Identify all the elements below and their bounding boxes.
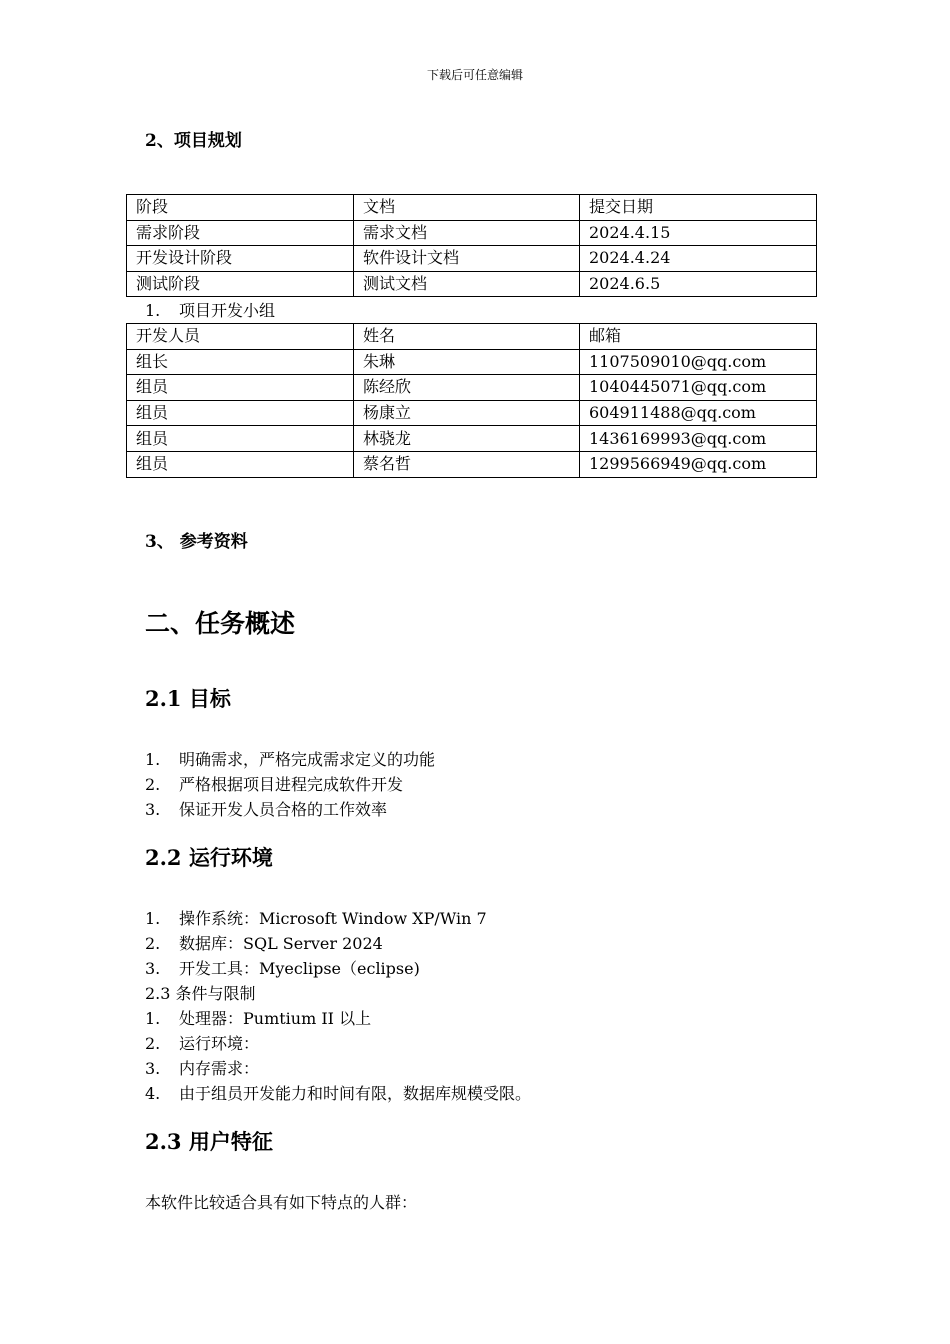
- table-header-cell: 提交日期: [580, 195, 817, 221]
- table-cell: 组员: [127, 400, 354, 426]
- schedule-table: [126, 194, 817, 297]
- environment-list: [145, 906, 487, 981]
- page-header-note: 下载后可任意编辑: [426, 68, 523, 82]
- list-text: 运行环境：: [179, 1034, 260, 1053]
- table-cell: 需求文档: [354, 220, 580, 246]
- caption-text: 项目开发小组: [179, 301, 276, 320]
- list-number: 3.: [145, 959, 161, 978]
- user-characteristics-intro: 本软件比较适合具有如下特点的人群：: [145, 1193, 418, 1212]
- list-text: 明确需求，严格完成需求定义的功能: [179, 750, 436, 769]
- table-cell: 朱琳: [354, 349, 580, 375]
- list-item: [145, 1081, 531, 1106]
- table-cell: 2024.6.5: [580, 271, 817, 297]
- table-header-cell: 阶段: [127, 195, 354, 221]
- table-row: [127, 400, 817, 426]
- table-cell: 开发设计阶段: [127, 246, 354, 272]
- list-number: 3.: [145, 800, 161, 819]
- team-table: [126, 323, 817, 478]
- list-text: 由于组员开发能力和时间有限，数据库规模受限。: [179, 1084, 532, 1103]
- list-number: 1.: [145, 1009, 161, 1028]
- constraints-heading: 2.3 条件与限制: [145, 984, 256, 1003]
- table-row: [127, 375, 817, 401]
- section-heading-project-plan: 2、项目规划: [145, 131, 242, 151]
- email-cell: 1299566949@qq.com: [580, 451, 817, 477]
- table-cell: 蔡名哲: [354, 451, 580, 477]
- subsection-heading-goals: 2.1 目标: [145, 686, 231, 711]
- list-text: 操作系统：Microsoft Window XP/Win 7: [179, 909, 487, 928]
- list-number: 2.: [145, 775, 161, 794]
- subsection-heading-environment: 2.2 运行环境: [145, 845, 273, 870]
- email-cell: 1040445071@qq.com: [580, 375, 817, 401]
- list-item: [145, 956, 487, 981]
- table-row: [127, 246, 817, 272]
- list-number: 1.: [145, 301, 161, 320]
- list-item: [145, 931, 487, 956]
- table-cell: 2024.4.15: [580, 220, 817, 246]
- section-heading-references: 3、 参考资料: [145, 532, 248, 552]
- table-header-cell: 姓名: [354, 324, 580, 350]
- list-item: [145, 1006, 531, 1031]
- table-cell: 组员: [127, 451, 354, 477]
- table-row: [127, 426, 817, 452]
- list-number: 1.: [145, 909, 161, 928]
- table-cell: 需求阶段: [127, 220, 354, 246]
- table-header-cell: 文档: [354, 195, 580, 221]
- chapter-heading-task-overview: 二、任务概述: [145, 609, 296, 638]
- table-cell: 软件设计文档: [354, 246, 580, 272]
- table-cell: 杨康立: [354, 400, 580, 426]
- list-item: [145, 772, 435, 797]
- table-header-row: [127, 195, 817, 221]
- constraints-list: [145, 1006, 531, 1106]
- table-cell: 测试阶段: [127, 271, 354, 297]
- list-number: 1.: [145, 750, 161, 769]
- email-cell: 1436169993@qq.com: [580, 426, 817, 452]
- email-cell: 604911488@qq.com: [580, 400, 817, 426]
- list-number: 3.: [145, 1059, 161, 1078]
- list-item: [145, 1056, 531, 1081]
- list-text: 处理器：Pumtium II 以上: [179, 1009, 372, 1028]
- table-row: [127, 271, 817, 297]
- list-item: [145, 1031, 531, 1056]
- list-number: 2.: [145, 1034, 161, 1053]
- table-header-cell: 邮箱: [580, 324, 817, 350]
- table-cell: 2024.4.24: [580, 246, 817, 272]
- list-text: 数据库：SQL Server 2024: [179, 934, 383, 953]
- list-item: [145, 906, 487, 931]
- list-text: 保证开发人员合格的工作效率: [179, 800, 388, 819]
- table-cell: 组员: [127, 426, 354, 452]
- list-number: 4.: [145, 1084, 161, 1103]
- table-row: [127, 451, 817, 477]
- list-text: 内存需求：: [179, 1059, 260, 1078]
- list-item: [145, 747, 435, 772]
- team-table-caption: [145, 298, 275, 323]
- table-cell: 组员: [127, 375, 354, 401]
- table-header-row: [127, 324, 817, 350]
- subsection-heading-user-characteristics: 2.3 用户特征: [145, 1129, 273, 1154]
- table-row: [127, 220, 817, 246]
- table-cell: 林骁龙: [354, 426, 580, 452]
- table-row: [127, 349, 817, 375]
- email-cell: 1107509010@qq.com: [580, 349, 817, 375]
- list-item: [145, 797, 435, 822]
- table-cell: 组长: [127, 349, 354, 375]
- list-text: 严格根据项目进程完成软件开发: [179, 775, 404, 794]
- goals-list: [145, 747, 435, 822]
- table-cell: 测试文档: [354, 271, 580, 297]
- list-text: 开发工具：Myeclipse（eclipse): [179, 959, 420, 978]
- list-number: 2.: [145, 934, 161, 953]
- table-cell: 陈经欣: [354, 375, 580, 401]
- table-header-cell: 开发人员: [127, 324, 354, 350]
